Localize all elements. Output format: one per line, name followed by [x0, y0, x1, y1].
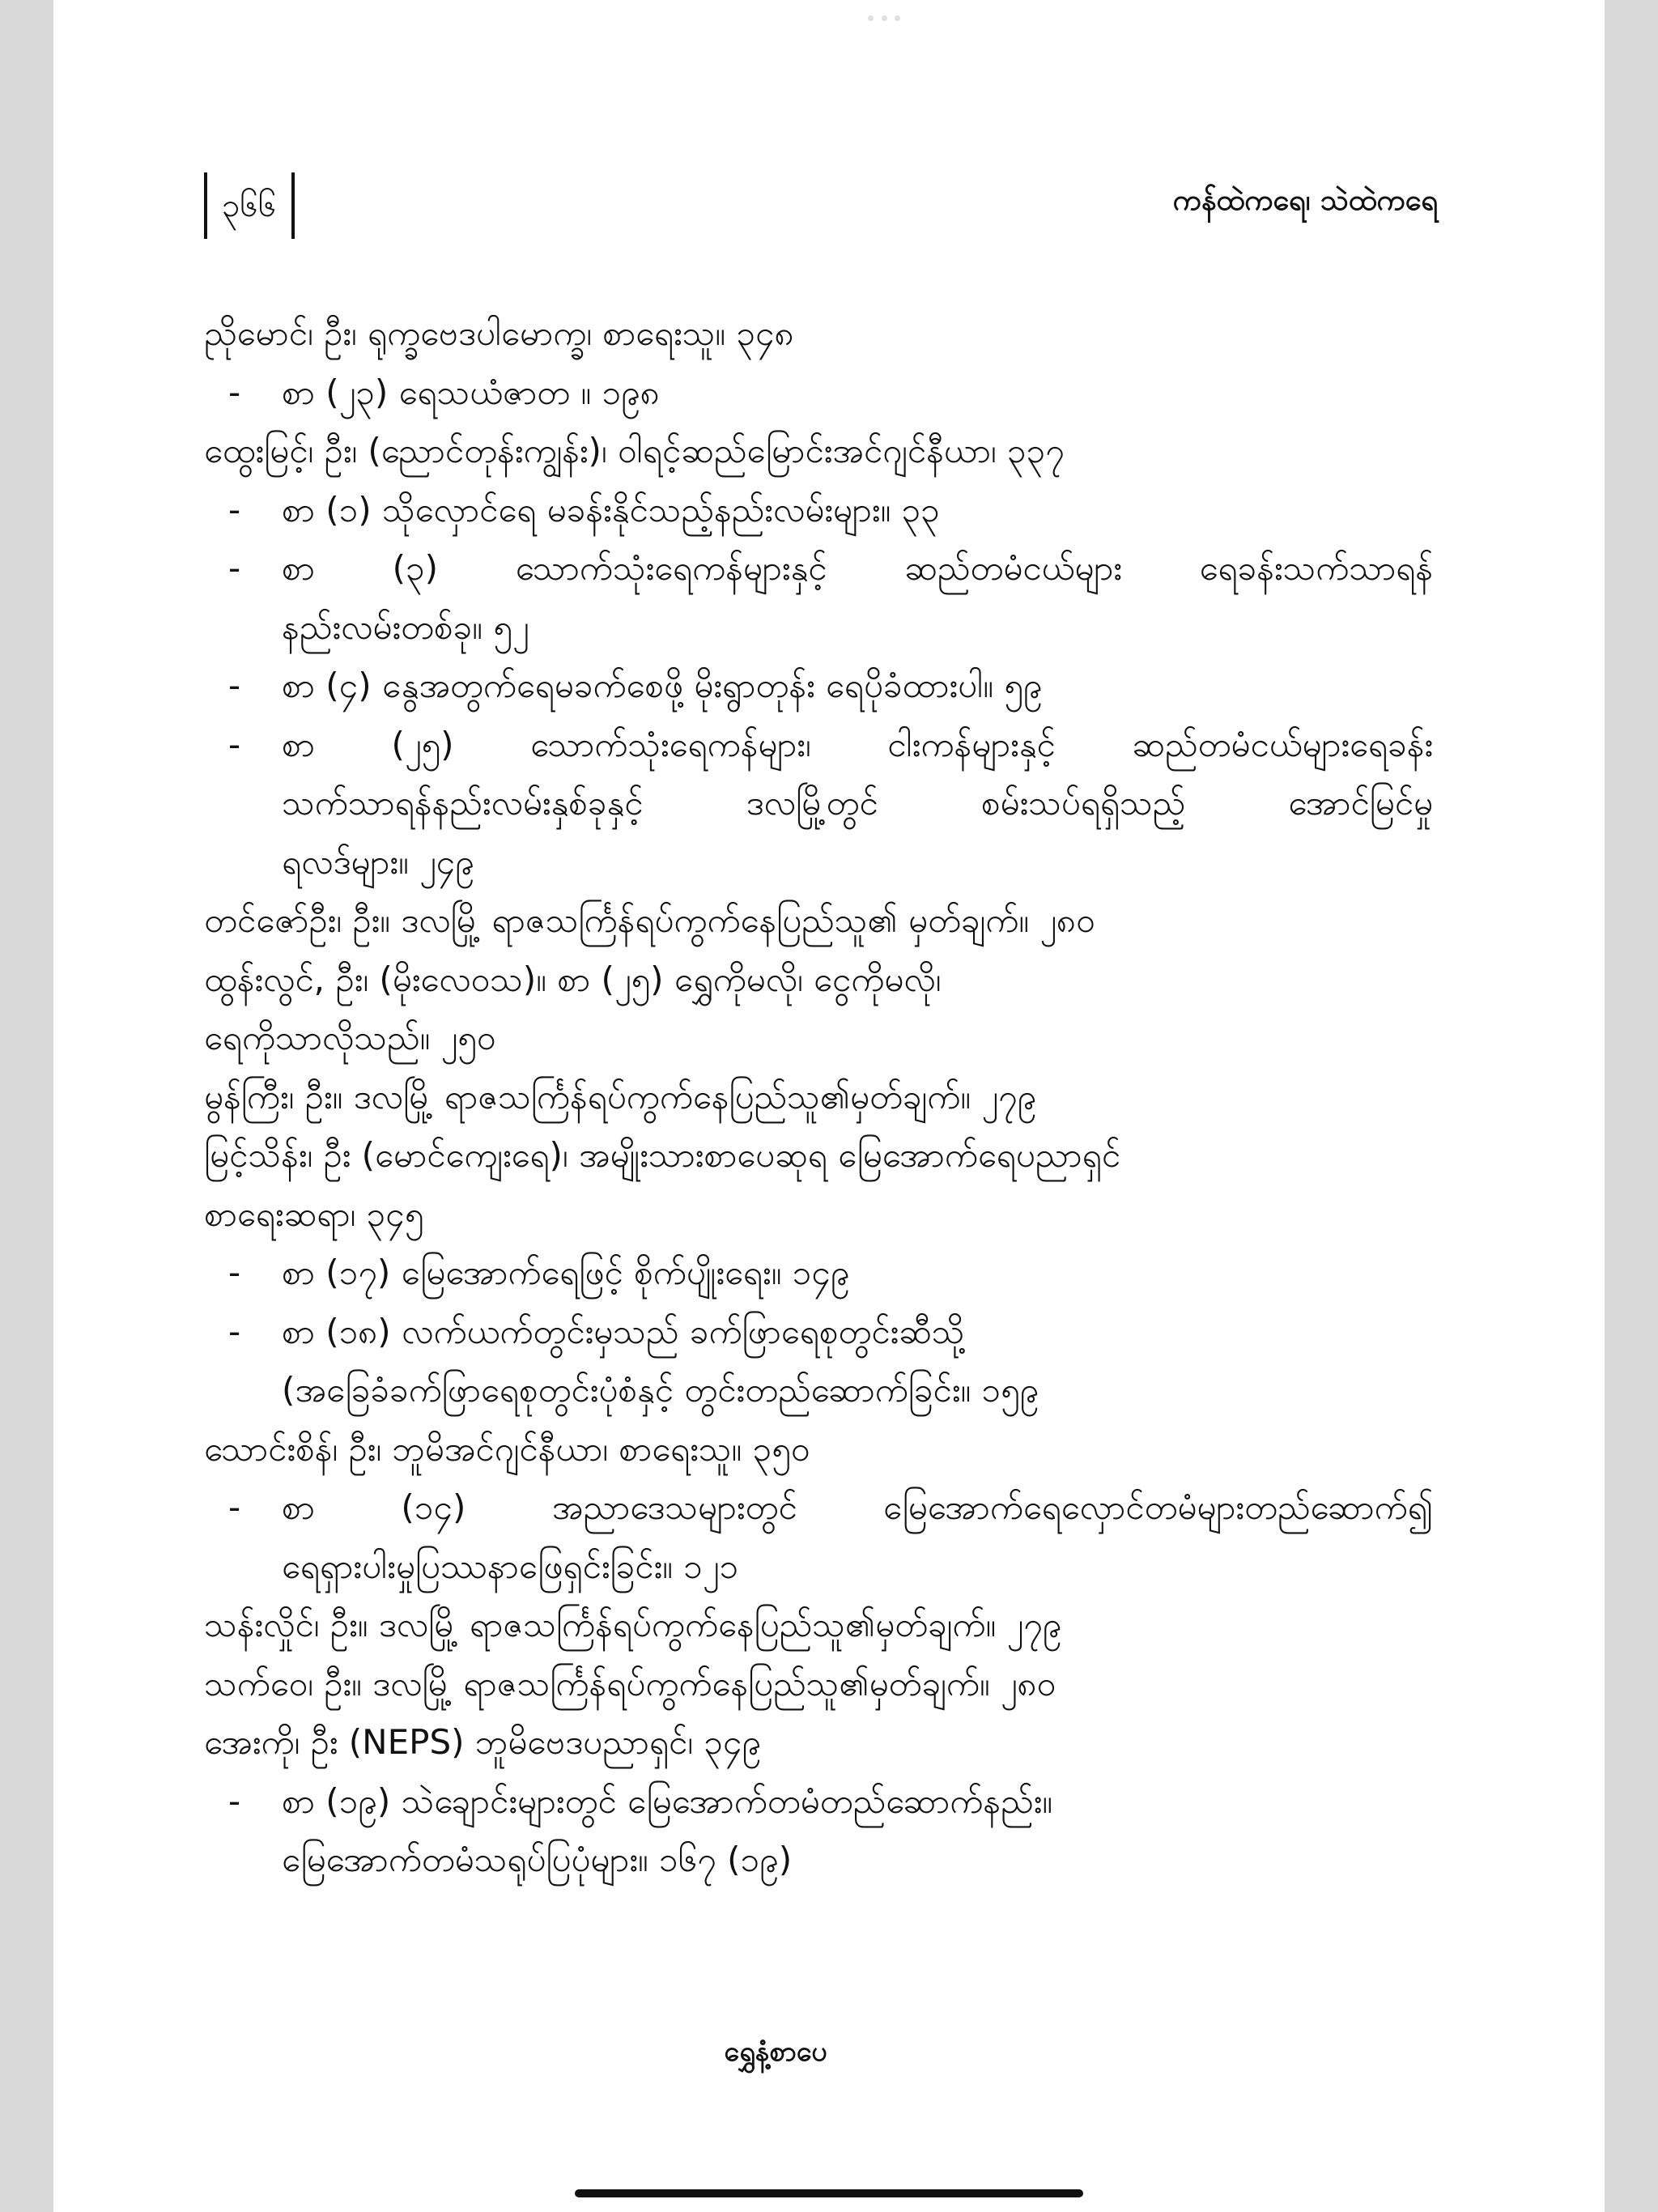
index-subentry	[204, 1244, 1433, 1303]
dot-icon	[868, 15, 874, 21]
index-entry: သက်ဝေ၊ ဦး။ ဒလမြို့ ရာဇသင်္ကြန်ရပ်ကွက်နေပြည်သူ၏မှတ်ချက်။ ၂၈၀	[204, 1663, 1056, 1704]
index-entry: အေးကို၊ ဦး (NEPS) ဘူမိဗေဒပညာရှင်၊ ၃၄၉	[204, 1722, 762, 1762]
list-dash: -	[228, 489, 241, 530]
list-dash: -	[228, 1253, 241, 1292]
index-entry: သန်းလှိုင်၊ ဦး။ ဒလမြို့ ရာဇသင်္ကြန်ရပ်ကွက်နေပြည်သူ၏မှတ်ချက်။ ၂၇၉	[204, 1605, 1062, 1644]
page-number-right-bar	[291, 172, 295, 239]
index-subentry	[204, 364, 1433, 423]
index-subentry	[204, 657, 1433, 716]
index-continuation: (အခြေခံခက်ဖြာရေစုတွင်းပုံစံနှင့် တွင်းတည်ဆောက်ခြင်း။ ၁၅၉	[282, 1370, 1039, 1410]
list-dash: -	[228, 1311, 241, 1351]
list-dash: -	[228, 666, 241, 705]
index-subentry-text: စာ (၂၅) သောက်သုံးရေကန်များ၊ ငါးကန်များနှင့် ဆည်တမံငယ်များရေခန်း	[282, 724, 1433, 764]
index-subentry	[204, 1303, 1433, 1362]
index-subentry-text: စာ (၁၈) လက်ယက်တွင်းမှသည် ခက်ဖြာရေစုတွင်းဆီသို့	[282, 1311, 965, 1351]
page-number-text: ၃၆၆	[222, 187, 277, 224]
list-dash: -	[228, 548, 241, 588]
index-subentry-text: စာ (၁၇) မြေအောက်ရေဖြင့် စိုက်ပျိုးရေး။ ၁၄၉	[282, 1253, 850, 1292]
index-subentry-text: စာ (၂၃) ရေသယံဇာတ ။ ၁၉၈	[282, 372, 660, 412]
page-number	[204, 172, 295, 240]
index-continuation: မြေအောက်တမံသရုပ်ပြပုံများ။ ၁၆၇ (၁၉)	[282, 1840, 793, 1879]
index-subentry-text: စာ (၁၄) အညာဒေသများတွင် မြေအောက်ရေလှောင်တမံများတည်ဆောက်၍	[282, 1487, 1433, 1527]
publisher-footer: ရွှေနံ့စာပေ	[724, 2035, 827, 2068]
dot-icon	[895, 15, 900, 21]
dot-icon	[882, 15, 887, 21]
index-subentry-text: စာ (၃) သောက်သုံးရေကန်များနှင့် ဆည်တမံငယ်များ ရေခန်းသက်သာရန်	[282, 548, 1433, 588]
index-entry: ထွေးမြင့်၊ ဦး၊ (ညောင်တုန်းကျွန်း)၊ ဝါရင့်ဆည်မြောင်းအင်ဂျင်နီယာ၊ ၃၃၇	[204, 431, 1065, 470]
running-header-title: ကန်ထဲကရေ၊ သဲထဲကရေ	[1172, 184, 1438, 217]
index-entry: စာရေးဆရာ၊ ၃၄၅	[204, 1193, 424, 1234]
index-subentry	[204, 716, 1433, 775]
index-continuation: သက်သာရန်နည်းလမ်းနှစ်ခုနှင့် ဒလမြို့တွင် စမ်းသပ်ရရှိသည့် အောင်မြင်မှု	[282, 783, 1433, 823]
index-entry: ထွန်းလွင်, ဦး၊ (မိုးလေဝသ)။ စာ (၂၅) ရွှေကိုမလို၊ ငွေကိုမလို၊	[204, 959, 942, 999]
index-entry: ညိုမောင်၊ ဦး၊ ရုက္ခဗေဒပါမောက္ခ၊ စာရေးသူ။ ၃၄၈	[204, 313, 794, 353]
list-dash: -	[228, 1780, 241, 1821]
index-subentry-text: စာ (၁) သိုလှောင်ရေ မခန်းနိုင်သည့်နည်းလမ်းများ။ ၃၃	[282, 489, 940, 530]
index-subentry	[204, 1478, 1433, 1538]
index-subentry	[204, 1772, 1433, 1831]
index-continuation: ရေရှားပါးမှုပြဿနာဖြေရှင်းခြင်း။ ၁၂၁	[282, 1546, 739, 1586]
index-subentry-text: စာ (၄) နွေအတွက်ရေမခက်စေဖို့ မိုးရွာတုန်း ရေပိုခံထားပါ။ ၅၉	[282, 666, 1043, 705]
page-number-left-bar	[204, 172, 207, 239]
index-list	[204, 304, 1433, 1890]
list-dash: -	[228, 372, 241, 412]
list-dash: -	[228, 1487, 241, 1527]
index-entry: သောင်းစိန်၊ ဦး၊ ဘူမိအင်ဂျင်နီယာ၊ စာရေးသူ။ ၃၅၀	[204, 1428, 810, 1469]
index-entry: တင်ဇော်ဦး၊ ဦး။ ဒလမြို့ ရာဇသင်္ကြန်ရပ်ကွက်နေပြည်သူ၏ မှတ်ချက်။ ၂၈၀	[204, 900, 1095, 940]
index-continuation: ရလဒ်များ။ ၂၄၉	[282, 841, 474, 882]
index-continuation: နည်းလမ်းတစ်ခု။ ၅၂	[282, 606, 529, 647]
drag-handle[interactable]	[868, 15, 900, 21]
index-entry: မွန်ကြီး၊ ဦး။ ဒလမြို့ ရာဇသင်္ကြန်ရပ်ကွက်နေပြည်သူ၏မှတ်ချက်။ ၂၇၉	[204, 1076, 1037, 1117]
index-entry: ရေကိုသာလိုသည်။ ၂၅၀	[204, 1018, 496, 1057]
list-dash: -	[228, 724, 241, 764]
index-subentry	[204, 539, 1433, 598]
index-entry: မြင့်သိန်း၊ ဦး (မောင်ကျေးရေ)၊ အမျိုးသားစာပေဆုရ မြေအောက်ရေပညာရှင်	[204, 1135, 1120, 1175]
home-indicator[interactable]	[575, 2189, 1083, 2197]
index-subentry-text: စာ (၁၉) သဲချောင်းများတွင် မြေအောက်တမံတည်ဆောက်နည်း။	[282, 1780, 1052, 1821]
index-subentry	[204, 481, 1433, 540]
